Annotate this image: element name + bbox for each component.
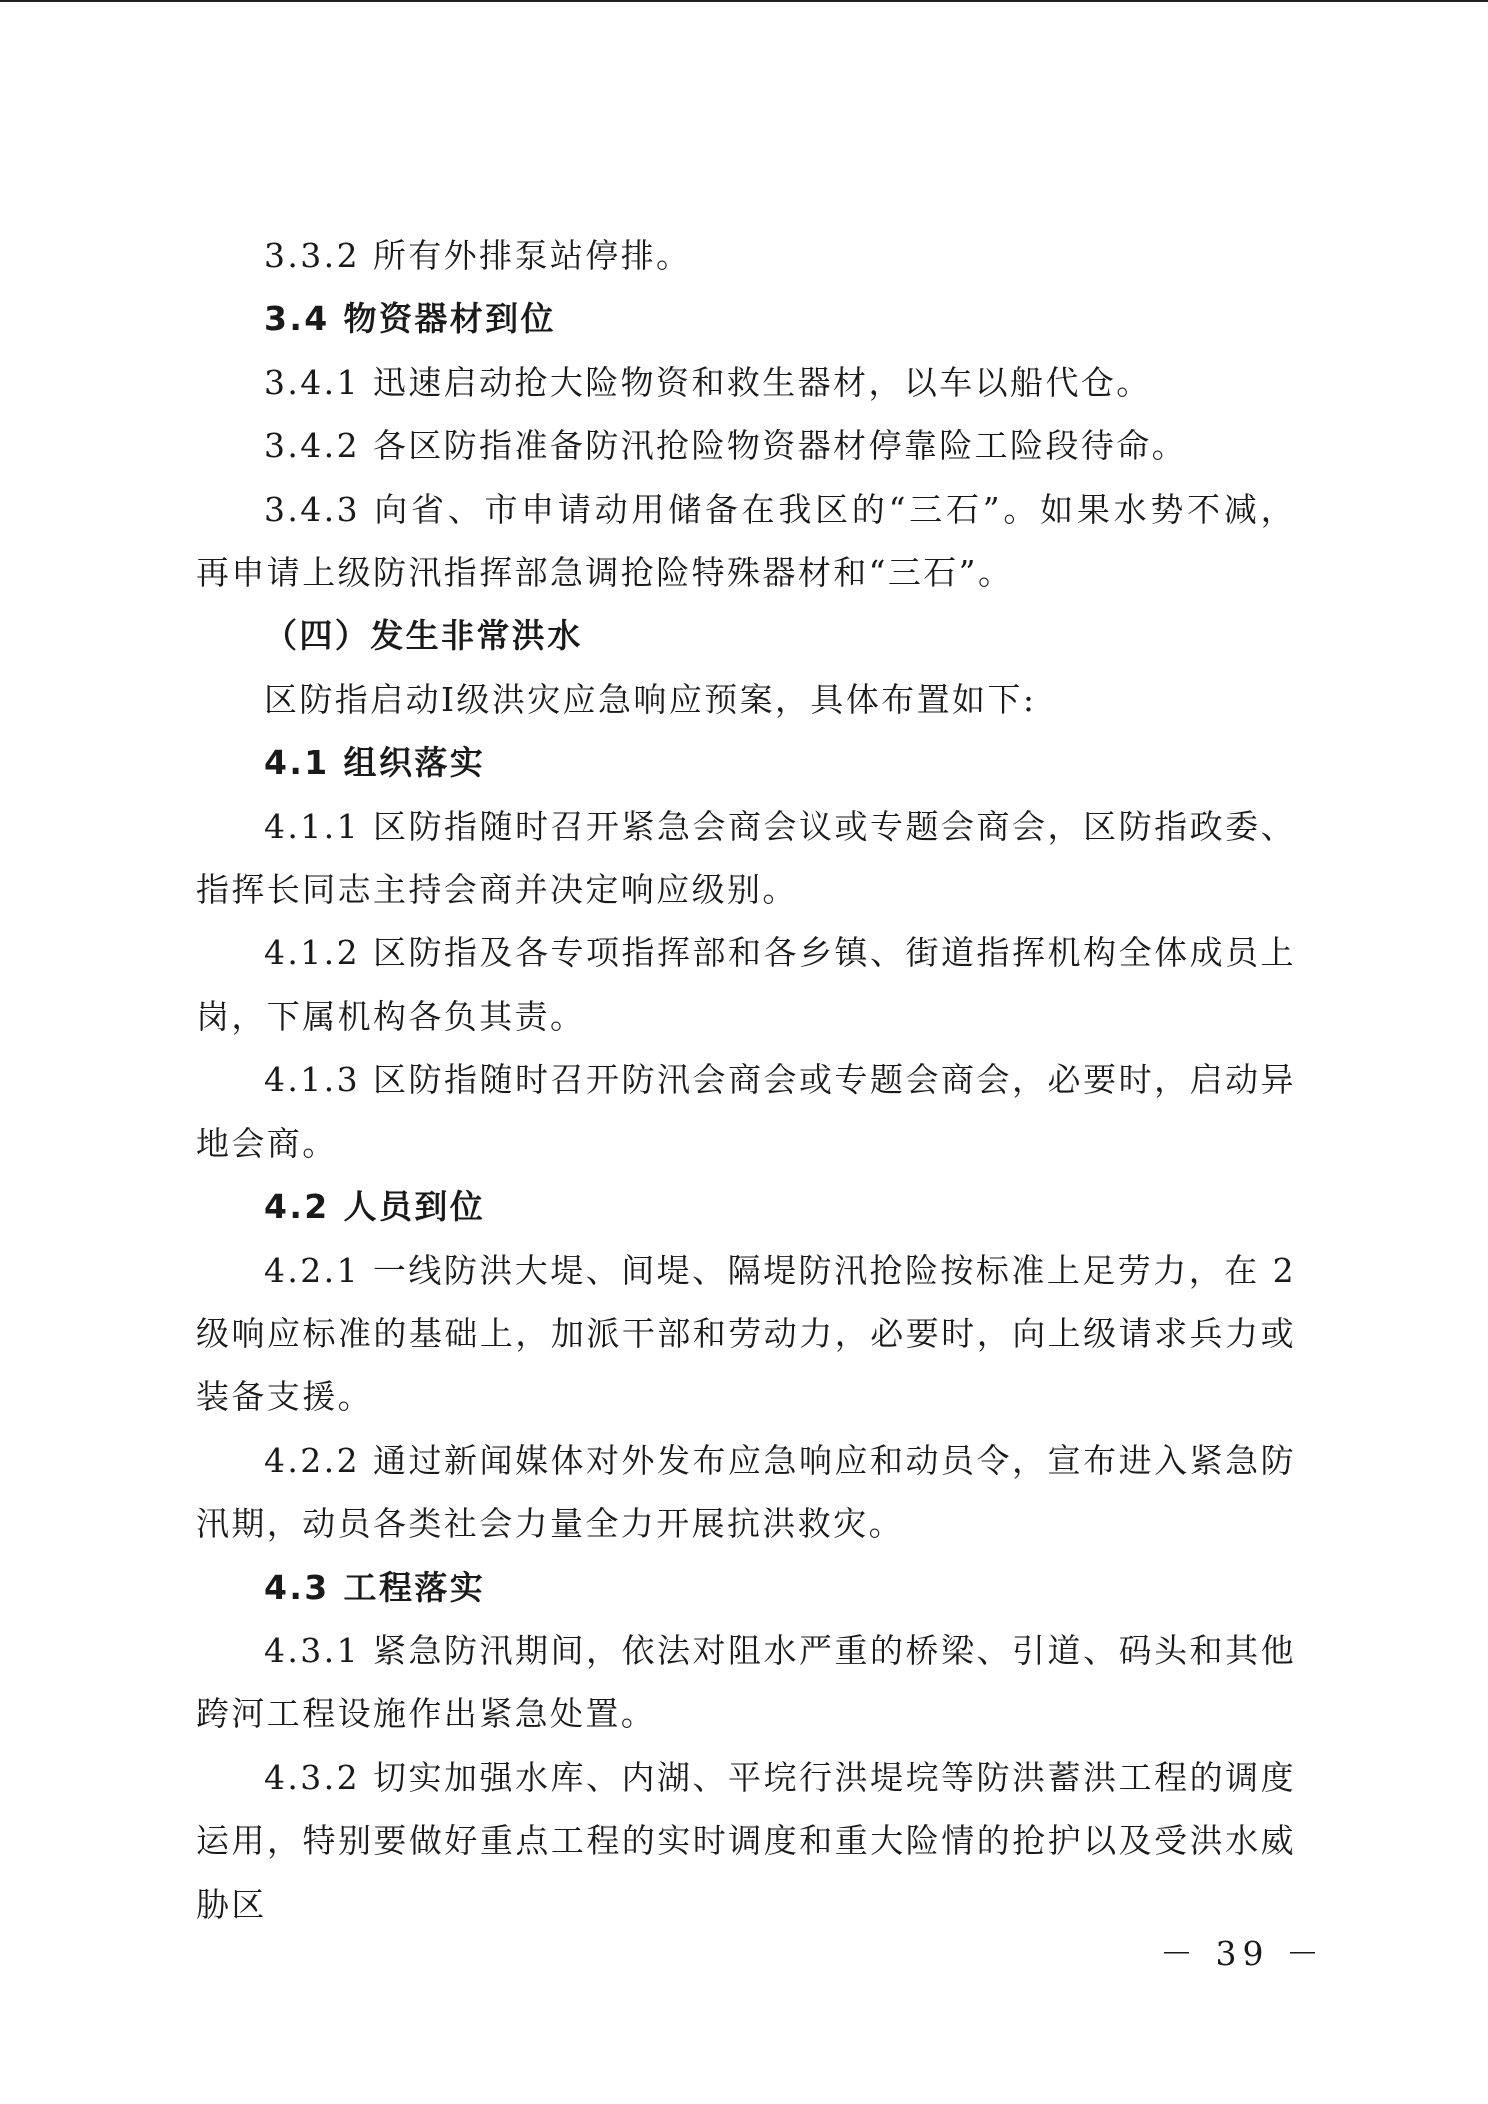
section-heading-4-3: 4.3 工程落实 [264,1567,486,1607]
section-heading-3-4: 3.4 物资器材到位 [264,299,556,339]
paragraph-3-4-3: 3.4.3 向省、市申请动用储备在我区的“三石”。如果水势不减，再申请上级防汛指挥部急调抢险特殊器材和“三石”。 [196,489,1296,593]
paragraph-4-2-2: 4.2.2 通过新闻媒体对外发布应急响应和动员令，宣布进入紧急防汛期，动员各类社会力量全力开展抗洪救灾。 [196,1440,1296,1544]
paragraph-4-intro: 区防指启动Ⅰ级洪灾应急响应预案，具体布置如下: [264,679,1037,719]
page-number: － 39 － [1160,1934,1325,1973]
paragraph-4-3-1: 4.3.1 紧急防汛期间，依法对阻水严重的桥梁、引道、码头和其他跨河工程设施作出紧急处置。 [196,1630,1296,1734]
paragraph-3-3-2: 3.3.2 所有外排泵站停排。 [264,236,692,275]
paragraph-3-4-2: 3.4.2 各区防指准备防汛抢险物资器材停靠险工险段待命。 [264,426,1188,466]
paragraph-4-1-1: 4.1.1 区防指随时召开紧急会商会议或专题会商会，区防指政委、指挥长同志主持会商并决定响应级别。 [196,806,1296,910]
paragraph-4-1-2: 4.1.2 区防指及各专项指挥部和各乡镇、街道指挥机构全体成员上岗，下属机构各负其责。 [196,933,1296,1036]
paragraph-4-3-2: 4.3.2 切实加强水库、内湖、平垸行洪堤垸等防洪蓄洪工程的调度运用，特别要做好重点工程的实时调度和重大险情的抢护以及受洪水威胁区 [196,1757,1296,1924]
paragraph-3-4-1: 3.4.1 迅速启动抢大险物资和救生器材，以车以船代仓。 [264,362,1152,402]
paragraph-4-2-1: 4.2.1 一线防洪大堤、间堤、隔堤防汛抢险按标准上足劳力，在 2 级响应标准的基础上，加派干部和劳动力，必要时，向上级请求兵力或装备支援。 [196,1250,1296,1417]
section-heading-4-1: 4.1 组织落实 [264,743,486,783]
paragraph-4-1-3: 4.1.3 区防指随时召开防汛会商会或专题会商会，必要时，启动异地会商。 [196,1060,1296,1163]
section-heading-4-2: 4.2 人员到位 [264,1187,486,1227]
document-body [196,224,1296,1936]
section-heading-4: （四）发生非常洪水 [264,616,583,656]
